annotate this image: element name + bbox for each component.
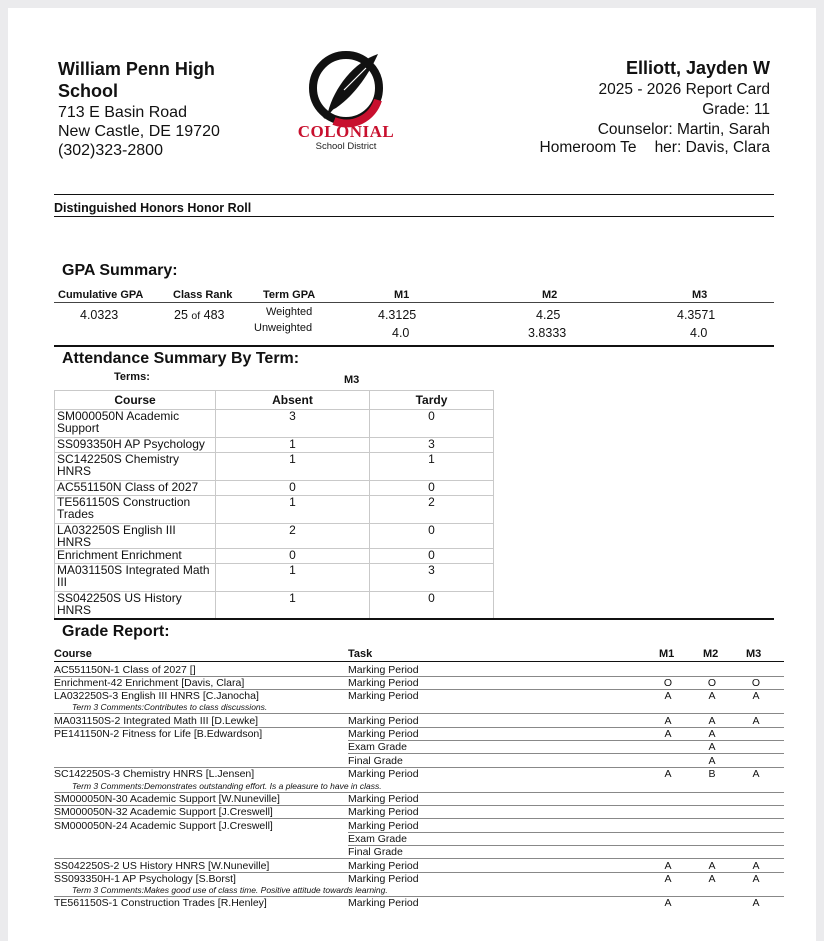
grade-course: PE141150N-2 Fitness for Life [B.Edwardson]: [54, 728, 263, 740]
attendance-tardy: 0: [369, 592, 493, 620]
divider: [54, 302, 774, 303]
class-rank: [174, 308, 225, 322]
grade-m2: A: [708, 715, 716, 727]
grade-task: Marking Period: [348, 715, 419, 727]
attendance-term: M3: [344, 374, 360, 386]
grade-comment: Term 3 Comments:Demonstrates outstanding effort. Is a pleasure to have in class.: [72, 781, 382, 791]
attendance-absent: 0: [216, 481, 370, 496]
table-row: [55, 564, 494, 592]
school-address-line2: New Castle, DE 19720: [58, 123, 220, 140]
gpa-header-cumulative: Cumulative GPA: [58, 289, 144, 301]
attendance-tardy: 1: [369, 453, 493, 481]
homeroom-label-start: Homeroom Te: [539, 139, 637, 156]
grade-report-title: Grade Report:: [62, 623, 170, 640]
grade-task: Marking Period: [348, 664, 419, 676]
grade-task: Marking Period: [348, 690, 419, 702]
attendance-course: AC551150N Class of 2027: [55, 481, 216, 496]
school-name: William Penn High School: [58, 59, 215, 101]
grade-header-m2: M2: [703, 648, 719, 660]
table-row: [55, 524, 494, 549]
grade-header-course: Course: [54, 648, 92, 660]
grade-m1: A: [664, 897, 672, 909]
report-card-page: [8, 8, 816, 941]
grade-task: Marking Period: [348, 728, 419, 740]
grade-m3: A: [752, 897, 760, 909]
attendance-header-course: Course: [55, 391, 216, 410]
grade-m3: A: [752, 715, 760, 727]
attendance-tardy: 2: [369, 496, 493, 524]
table-row: [55, 410, 494, 438]
grade-m2: A: [708, 755, 716, 767]
attendance-table: [54, 390, 494, 620]
weighted-gpa-m3: 4.3571: [677, 308, 716, 322]
attendance-absent: 2: [216, 524, 370, 549]
row-divider: [54, 818, 784, 819]
attendance-absent: 3: [216, 410, 370, 438]
grade-comment: Term 3 Comments:Contributes to class discussions.: [72, 702, 268, 712]
grade-course: AC551150N-1 Class of 2027 []: [54, 664, 196, 676]
grade-m2: A: [708, 690, 716, 702]
attendance-absent: 1: [216, 564, 370, 592]
grade-m3: A: [752, 768, 760, 780]
grade-m2: B: [708, 768, 716, 780]
grade-task: Exam Grade: [348, 741, 407, 753]
divider: [54, 661, 784, 662]
grade-course: SM000050N-32 Academic Support [J.Creswell]: [54, 806, 273, 818]
grade-task: Marking Period: [348, 873, 419, 885]
report-title: 2025 - 2026 Report Card: [598, 81, 770, 98]
school-phone: (302)323-2800: [58, 142, 163, 159]
grade-course: SS042250S-2 US History HNRS [W.Nuneville]: [54, 860, 270, 872]
grade-task: Marking Period: [348, 793, 419, 805]
grade-course: Enrichment-42 Enrichment [Davis, Clara]: [54, 677, 245, 689]
student-name: Elliott, Jayden W: [625, 58, 770, 78]
row-divider: [348, 845, 784, 846]
homeroom-label-end: her: Davis, Clara: [654, 139, 770, 156]
divider: [54, 618, 774, 620]
attendance-absent: 1: [216, 496, 370, 524]
grade-course: LA032250S-3 English III HNRS [C.Janocha]: [54, 690, 259, 702]
grade-task: Marking Period: [348, 806, 419, 818]
attendance-course: SS042250S US History HNRS: [55, 592, 216, 620]
attendance-header-absent: Absent: [216, 391, 370, 410]
table-row: [55, 438, 494, 453]
grade-course: SC142250S-3 Chemistry HNRS [L.Jensen]: [54, 768, 255, 780]
grade-m2: A: [708, 728, 716, 740]
grade-m3: A: [752, 860, 760, 872]
honor-roll: Distinguished Honors Honor Roll: [54, 201, 252, 215]
grade-task: Marking Period: [348, 677, 419, 689]
student-grade: Grade: 11: [702, 101, 770, 118]
grade-comment: Term 3 Comments:Makes good use of class time. Positive attitude towards learning.: [72, 885, 388, 895]
grade-m1: A: [664, 715, 672, 727]
terms-label: Terms:: [114, 371, 150, 383]
gpa-summary-title: GPA Summary:: [62, 262, 178, 279]
gpa-header-m2: M2: [542, 289, 558, 301]
grade-m1: A: [664, 690, 672, 702]
class-rank-of: of: [191, 310, 201, 322]
grade-m1: A: [664, 728, 672, 740]
grade-task: Final Grade: [348, 755, 403, 767]
grade-course: SM000050N-24 Academic Support [J.Creswell]: [54, 820, 273, 832]
attendance-header-row: [55, 391, 494, 410]
grade-course: TE561150S-1 Construction Trades [R.Henley]: [54, 897, 267, 909]
table-row: [55, 592, 494, 620]
weighted-gpa-m1: 4.3125: [378, 308, 417, 322]
grade-header-task: Task: [348, 648, 373, 660]
grade-task: Marking Period: [348, 768, 419, 780]
grade-m2: O: [707, 677, 717, 689]
attendance-course: LA032250S English III HNRS: [55, 524, 216, 549]
divider: [54, 345, 774, 347]
class-rank-total: 483: [203, 308, 225, 322]
grade-m1: O: [663, 677, 673, 689]
table-row: [55, 496, 494, 524]
gpa-header-term: Term GPA: [263, 289, 316, 301]
cumulative-gpa: 4.0323: [80, 308, 119, 322]
grade-course: MA031150S-2 Integrated Math III [D.Lewke]: [54, 715, 259, 727]
grade-m3: O: [751, 677, 761, 689]
attendance-tardy: 0: [369, 549, 493, 564]
district-logo: [294, 48, 398, 158]
gpa-header-rank: Class Rank: [173, 289, 233, 301]
grade-m3: A: [752, 873, 760, 885]
attendance-tardy: 0: [369, 524, 493, 549]
attendance-absent: 1: [216, 592, 370, 620]
divider: [54, 194, 774, 195]
attendance-course: MA031150S Integrated Math III: [55, 564, 216, 592]
class-rank-number: 25: [174, 308, 188, 322]
row-divider: [348, 753, 784, 754]
gpa-header-m1: M1: [394, 289, 410, 301]
unweighted-gpa-m3: 4.0: [690, 326, 708, 340]
attendance-absent: 1: [216, 438, 370, 453]
student-homeroom: [540, 139, 771, 157]
grade-header-m1: M1: [659, 648, 675, 660]
table-row: [55, 549, 494, 564]
grade-header-m3: M3: [746, 648, 762, 660]
attendance-tardy: 0: [369, 481, 493, 496]
logo-subtitle: School District: [315, 141, 377, 152]
row-divider: [348, 832, 784, 833]
unweighted-label: Unweighted: [254, 322, 313, 334]
attendance-summary-title: Attendance Summary By Term:: [62, 350, 300, 367]
divider: [54, 216, 774, 217]
attendance-course: SS093350H AP Psychology: [55, 438, 216, 453]
student-counselor: Counselor: Martin, Sarah: [597, 121, 770, 138]
grade-course: SM000050N-30 Academic Support [W.Nuneville]: [54, 793, 280, 805]
table-row: [55, 453, 494, 481]
grade-m2: A: [708, 860, 716, 872]
unweighted-gpa-m2: 3.8333: [528, 326, 567, 340]
table-row: [55, 481, 494, 496]
unweighted-gpa-m1: 4.0: [392, 326, 410, 340]
grade-task: Marking Period: [348, 860, 419, 872]
grade-task: Marking Period: [348, 820, 419, 832]
grade-m3: A: [752, 690, 760, 702]
attendance-course: SC142250S Chemistry HNRS: [55, 453, 216, 481]
logo-wordmark: COLONIAL: [297, 122, 395, 141]
attendance-course: TE561150S Construction Trades: [55, 496, 216, 524]
grade-m1: A: [664, 860, 672, 872]
grade-m2: A: [708, 873, 716, 885]
weighted-label: Weighted: [266, 306, 313, 318]
grade-m1: A: [664, 768, 672, 780]
grade-course: SS093350H-1 AP Psychology [S.Borst]: [54, 873, 236, 885]
school-address-line1: 713 E Basin Road: [58, 104, 187, 121]
attendance-course: SM000050N Academic Support: [55, 410, 216, 438]
grade-task: Exam Grade: [348, 833, 407, 845]
attendance-tardy: 0: [369, 410, 493, 438]
grade-task: Final Grade: [348, 846, 403, 858]
attendance-header-tardy: Tardy: [369, 391, 493, 410]
attendance-absent: 0: [216, 549, 370, 564]
row-divider: [54, 713, 784, 714]
attendance-tardy: 3: [369, 564, 493, 592]
attendance-absent: 1: [216, 453, 370, 481]
row-divider: [54, 858, 784, 859]
attendance-course: Enrichment Enrichment: [55, 549, 216, 564]
grade-task: Marking Period: [348, 897, 419, 909]
grade-m2: A: [708, 741, 716, 753]
attendance-tardy: 3: [369, 438, 493, 453]
gpa-header-m3: M3: [692, 289, 708, 301]
weighted-gpa-m2: 4.25: [536, 308, 561, 322]
grade-m1: A: [664, 873, 672, 885]
